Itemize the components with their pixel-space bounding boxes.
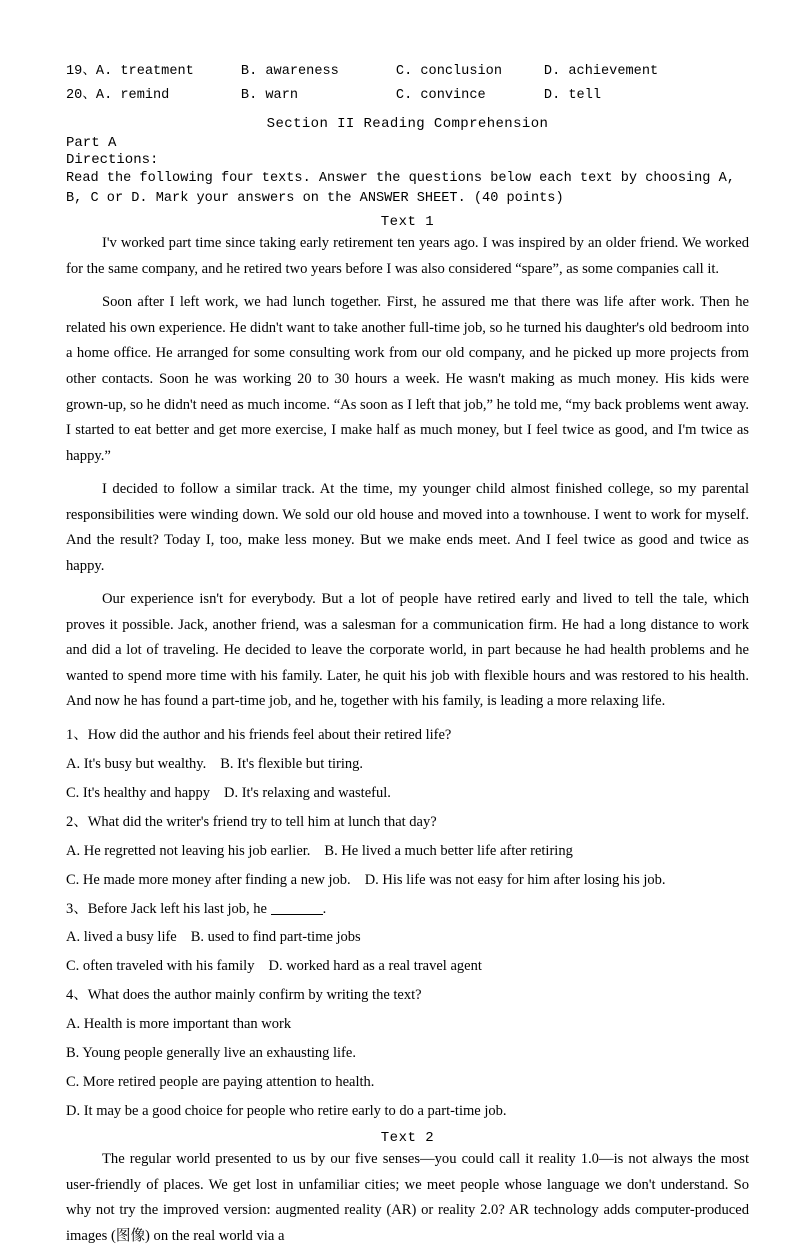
text1-paragraph: Soon after I left work, we had lunch together. First, he assured me that there was life after work. Then he related his own experience. He didn't want to take another full-time job, so he turned his daughter's old bedroom into a home office. He arranged for some consulting work from our old company, and he picked up more projects from other contacts. Soon he was working 20 to 30 hours a week. He wasn't making as much money. His kids were grown-up, so he didn't need as much income. “As soon as I left that job,” he told me, “my back problems went away. I started to eat better and get more exercise, I make half as much money, but I feel twice as good, and I'm twice as happy.” bbox=[66, 294, 749, 464]
option-c: C. More retired people are paying attention to health. bbox=[66, 1074, 375, 1091]
cloze-option-b: B. awareness bbox=[240, 64, 339, 79]
option-b: B. It's flexible but tiring. bbox=[220, 755, 363, 772]
option-c: C. It's healthy and happy bbox=[66, 784, 210, 801]
cloze-option-row bbox=[66, 84, 749, 108]
directions-body: Read the following four texts. Answer the questions below each text by choosing A, B, C or D. Mark your answers on the ANSWER SHEET. (40 points) bbox=[66, 170, 735, 206]
cloze-question-number: 19、 bbox=[66, 64, 96, 79]
question-stem-text: 3、Before Jack left his last job, he bbox=[66, 900, 267, 917]
option-a: A. Health is more important than work bbox=[66, 1016, 292, 1033]
cloze-option-a: A. treatment bbox=[95, 64, 194, 79]
option-b: B. used to find part-time jobs bbox=[190, 929, 361, 946]
option-b: B. He lived a much better life after retiring bbox=[324, 842, 573, 859]
cloze-question-number: 20、 bbox=[66, 88, 96, 104]
cloze-option-b: B. warn bbox=[240, 88, 299, 104]
section-heading: Section II Reading Comprehension bbox=[266, 115, 549, 132]
option-a: A. lived a busy life bbox=[66, 929, 177, 946]
option-d: D. His life was not easy for him after losing his job. bbox=[364, 871, 666, 888]
directions-label: Directions: bbox=[66, 151, 159, 168]
cloze-option-c: C. conclusion bbox=[395, 64, 502, 79]
question-stem: 2、What did the writer's friend try to tell him at lunch that day? bbox=[66, 813, 437, 830]
option-c: C. He made more money after finding a new job. bbox=[66, 871, 351, 888]
option-b: B. Young people generally live an exhausting life. bbox=[66, 1045, 356, 1062]
option-d: D. worked hard as a real travel agent bbox=[268, 958, 482, 975]
text1-label: Text 1 bbox=[380, 214, 435, 231]
cloze-option-d: D. tell bbox=[543, 88, 602, 104]
option-d: D. It's relaxing and wasteful. bbox=[223, 784, 391, 801]
cloze-option-a: A. remind bbox=[95, 88, 170, 104]
fill-in-blank bbox=[271, 914, 323, 915]
option-c: C. often traveled with his family bbox=[66, 958, 255, 975]
question-options-line bbox=[66, 781, 749, 806]
question-options-line bbox=[66, 868, 749, 893]
question-options-line bbox=[66, 752, 749, 777]
text2-label: Text 2 bbox=[380, 1130, 435, 1147]
text1-paragraph: I'v worked part time since taking early retirement ten years ago. I was inspired by an older friend. We worked for the same company, and he retired two years before I was also considered “spare”, as some companies call it. bbox=[66, 235, 749, 277]
question-options-line bbox=[66, 925, 749, 950]
question-options-line bbox=[66, 839, 749, 864]
text1-paragraph: Our experience isn't for everybody. But a lot of people have retired early and lived to tell the tale, which proves it possible. Jack, another friend, was a salesman for a communication firm. He had a long distance to work and did a lot of traveling. He decided to leave the corporate world, in part because he had health problems and he wanted to spend more time with his family. Later, he quit his job with flexible hours and was restored to his health. And now he has found a part-time job, and he, together with his family, is leading a more relaxing life. bbox=[66, 591, 749, 710]
cloze-option-d: D. achievement bbox=[543, 64, 659, 79]
cloze-option-row bbox=[66, 60, 749, 84]
question-options-line bbox=[66, 954, 749, 979]
option-d: D. It may be a good choice for people who retire early to do a part-time job. bbox=[66, 1103, 507, 1120]
question-stem: 1、How did the author and his friends feel about their retired life? bbox=[66, 726, 452, 743]
question-stem: 4、What does the author mainly confirm by writing the text? bbox=[66, 987, 422, 1004]
text2-paragraph: The regular world presented to us by our five senses—you could call it reality 1.0—is not always the most user-friendly of places. We get lost in unfamiliar cities; we meet people whose language we don't understand. So why not try the improved version: augmented reality (AR) or reality 2.0? AR technology adds computer-produced images (图像) on the real world via a bbox=[66, 1151, 749, 1244]
option-a: A. He regretted not leaving his job earlier. bbox=[66, 842, 311, 859]
question-stem bbox=[66, 897, 749, 922]
option-a: A. It's busy but wealthy. bbox=[66, 755, 207, 772]
cloze-option-c: C. convince bbox=[395, 88, 486, 104]
question-stem-end: . bbox=[322, 900, 327, 917]
text1-paragraph: I decided to follow a similar track. At the time, my younger child almost finished college, so my parental responsibilities were winding down. We sold our old house and moved into a townhouse. I went to work for myself. And the result? Today I, too, make less money. But we make ends meet. And I feel twice as good and twice as happy. bbox=[66, 481, 749, 574]
part-label: Part A bbox=[66, 134, 117, 151]
